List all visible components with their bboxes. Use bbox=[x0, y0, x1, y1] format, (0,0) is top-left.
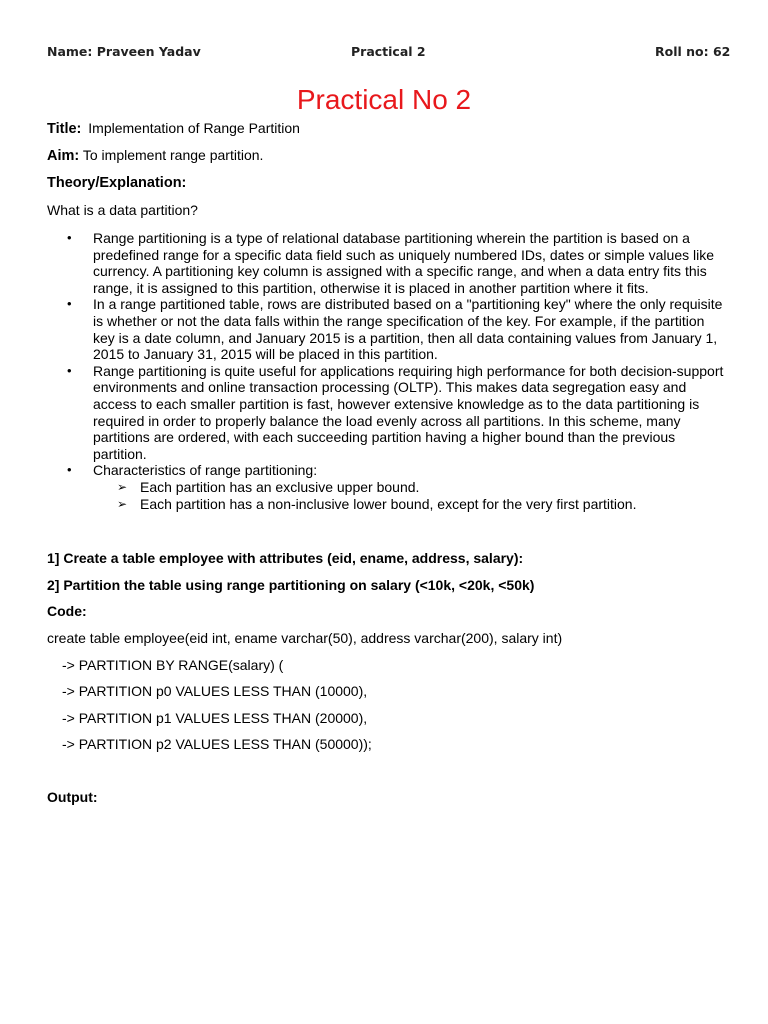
bullet-text: In a range partitioned table, rows are distributed based on a "partitioning key" where the only requisite is whether or not the data falls within the range specification of the key. For example, if the partition key is a date column, and January 2015 is a partition, then all data containing values from January 1, 2015 to January 31, 2015 will be placed in this partition. bbox=[93, 296, 723, 363]
code-label: Code: bbox=[47, 603, 87, 619]
bullet-item bbox=[47, 363, 727, 463]
bullet-item bbox=[47, 230, 727, 296]
bullet-icon: • bbox=[67, 462, 72, 478]
bullet-icon: • bbox=[67, 296, 72, 312]
bullet-icon: • bbox=[67, 362, 72, 378]
bullet-item bbox=[47, 296, 727, 362]
title-value: Implementation of Range Partition bbox=[88, 120, 300, 136]
title-label: Title: bbox=[47, 121, 82, 137]
bullet-text: Characteristics of range partitioning: bbox=[93, 462, 318, 479]
question-text: What is a data partition? bbox=[47, 202, 198, 218]
sub-bullet-text: Each partition has an exclusive upper bound. bbox=[140, 478, 420, 495]
output-label: Output: bbox=[47, 789, 98, 805]
title-line bbox=[47, 120, 300, 137]
task-1: 1] Create a table employee with attributes (eid, ename, address, salary): bbox=[47, 550, 524, 566]
bullet-text: Range partitioning is quite useful for applications requiring high performance for both decision-support environments and online transaction processing (OLTP). This makes data segregation easy and access to each smaller partition is fast, however extensive knowledge as to the data partitioning is required in order to properly balance the load evenly across all partitions. In this scheme, many partitions are ordered, with each succeeding partition having a higher bound than the previous partition. bbox=[93, 362, 724, 462]
sub-bullet-text: Each partition has a non-inclusive lower bound, except for the very first partition. bbox=[140, 495, 637, 512]
bullet-icon: • bbox=[67, 230, 72, 245]
arrow-bullet-icon: ➢ bbox=[117, 479, 128, 494]
bullet-item bbox=[47, 462, 727, 512]
code-line-p2: -> PARTITION p2 VALUES LESS THAN (50000)); bbox=[62, 736, 372, 752]
theory-bullet-list bbox=[47, 230, 727, 512]
code-line-p1: -> PARTITION p1 VALUES LESS THAN (20000), bbox=[62, 710, 368, 726]
code-line-p0: -> PARTITION p0 VALUES LESS THAN (10000), bbox=[62, 683, 368, 699]
bullet-text: Range partitioning is a type of relational database partitioning wherein the partition is based on a predefined range for a specific data field such as uniquely numbered IDs, dates or simple values like currency. A partitioning key column is assigned with a specific range, and when a data entry fits this range, it is assigned to this partition, otherwise it is placed in another partition where it fits. bbox=[93, 230, 715, 296]
task-2: 2] Partition the table using range partitioning on salary (<10k, <20k, <50k) bbox=[47, 577, 535, 593]
header-name: Name: Praveen Yadav bbox=[47, 44, 201, 59]
aim-value: To implement range partition. bbox=[82, 147, 264, 163]
aim-label: Aim: bbox=[47, 148, 80, 164]
header-practical: Practical 2 bbox=[351, 44, 426, 59]
page-title: Practical No 2 bbox=[296, 84, 472, 115]
sub-bullet-list bbox=[93, 479, 727, 512]
code-line-create: create table employee(eid int, ename varchar(50), address varchar(200), salary int) bbox=[47, 630, 563, 646]
header-roll-no: Roll no: 62 bbox=[655, 44, 731, 59]
arrow-bullet-icon: ➢ bbox=[117, 496, 128, 511]
sub-bullet-item bbox=[93, 496, 727, 513]
aim-line bbox=[47, 147, 263, 164]
theory-heading: Theory/Explanation: bbox=[47, 175, 187, 191]
code-line-partition-by: -> PARTITION BY RANGE(salary) ( bbox=[62, 657, 284, 673]
sub-bullet-item bbox=[93, 479, 727, 496]
